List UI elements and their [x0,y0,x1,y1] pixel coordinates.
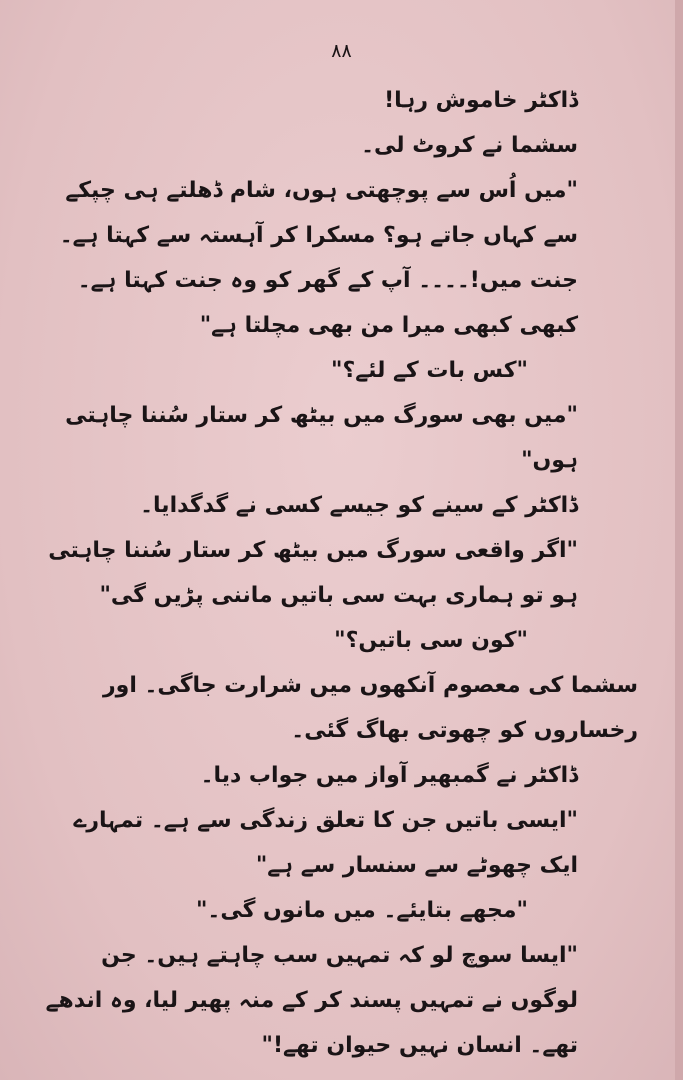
paragraph: ڈاکٹر خاموش رہا! [384,88,578,113]
paragraph: "کس بات کے لئے؟" [330,358,528,383]
paragraph: "ایسا سوچ لو کہ تمہیں سب چاہتے ہیں۔ جن لوگوں نے تمہیں پسند کر کے منہ پھیر لیا، وہ اندھے تھے۔ انسان نہیں حیوان تھے!" [45,943,578,1058]
paragraph: سشما کی معصوم آنکھوں میں شرارت جاگی۔ اور رخساروں کو چھوتی بھاگ گئی۔ [103,673,638,743]
body-text [28,78,638,1068]
paragraph: "ایسی باتیں جن کا تعلق زندگی سے ہے۔ تمہارے ایک چھوٹے سے سنسار سے ہے" [73,808,578,878]
paragraph: "کون سی باتیں؟" [334,628,528,653]
paragraph: "مجھے بتایئے۔ میں مانوں گی۔" [195,898,528,923]
page-number: ۸۸ [331,40,352,62]
page-edge [675,0,683,1080]
paragraph: "اگر واقعی سورگ میں بیٹھ کر ستار سُننا چاہتی ہو تو ہماری بہت سی باتیں ماننی پڑیں گی" [48,538,578,608]
paragraph: "میں اُس سے پوچھتی ہوں، شام ڈھلتے ہی چپکے سے کہاں جاتے ہو؟ مسکرا کر آہستہ سے کہتا ہے۔ جنت میں!۔۔۔۔ آپ کے گھر کو وہ جنت کہتا ہے۔ کبھی کبھی میرا من بھی مچلتا ہے" [59,178,578,338]
paragraph: سشما نے کروٹ لی۔ [361,133,578,158]
paragraph: ڈاکٹر نے گمبھیر آواز میں جواب دیا۔ [200,763,578,788]
paragraph: "میں بھی سورگ میں بیٹھ کر ستار سُننا چاہتی ہوں" [65,403,578,473]
paragraph: ڈاکٹر کے سینے کو جیسے کسی نے گدگدایا۔ [140,493,578,518]
